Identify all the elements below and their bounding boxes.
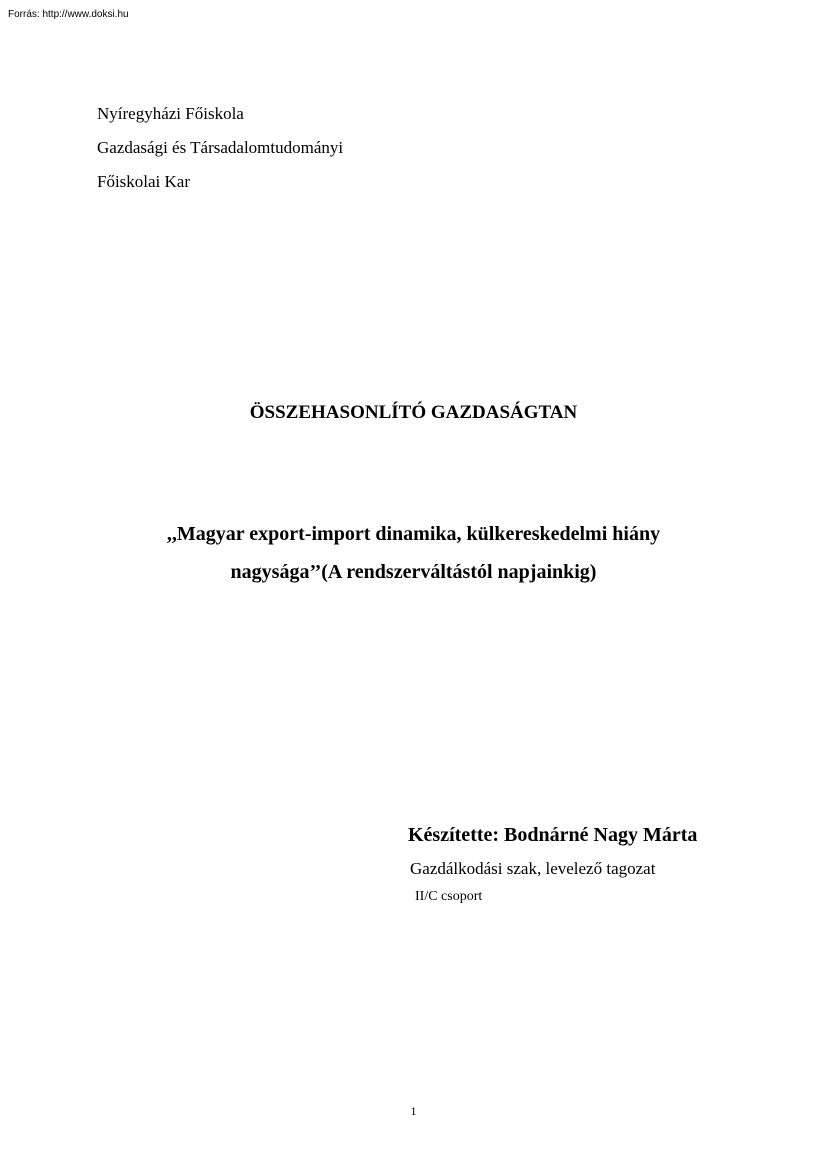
source-url: Forrás: http://www.doksi.hu [8,9,129,20]
author-name: Készítette: Bodnárné Nagy Márta [408,824,698,846]
faculty-name-line2: Főiskolai Kar [97,172,191,191]
institution-name: Nyíregyházi Főiskola [97,104,244,123]
faculty-name-line1: Gazdasági és Társadalomtudományi [97,138,344,157]
thesis-title-line1: ,,Magyar export-import dinamika, külkereskedelmi hiány [166,523,661,545]
institution-block [97,97,343,199]
course-title: ÖSSZEHASONLÍTÓ GAZDASÁGTAN [249,402,578,423]
page-number: 1 [410,1104,417,1118]
author-block [408,821,697,906]
thesis-title-line2: nagysága’’(A rendszerváltástól napjainkig) [230,561,597,583]
author-major: Gazdálkodási szak, levelező tagozat [410,859,656,878]
author-group: II/C csoport [415,889,483,904]
thesis-title [0,515,827,591]
